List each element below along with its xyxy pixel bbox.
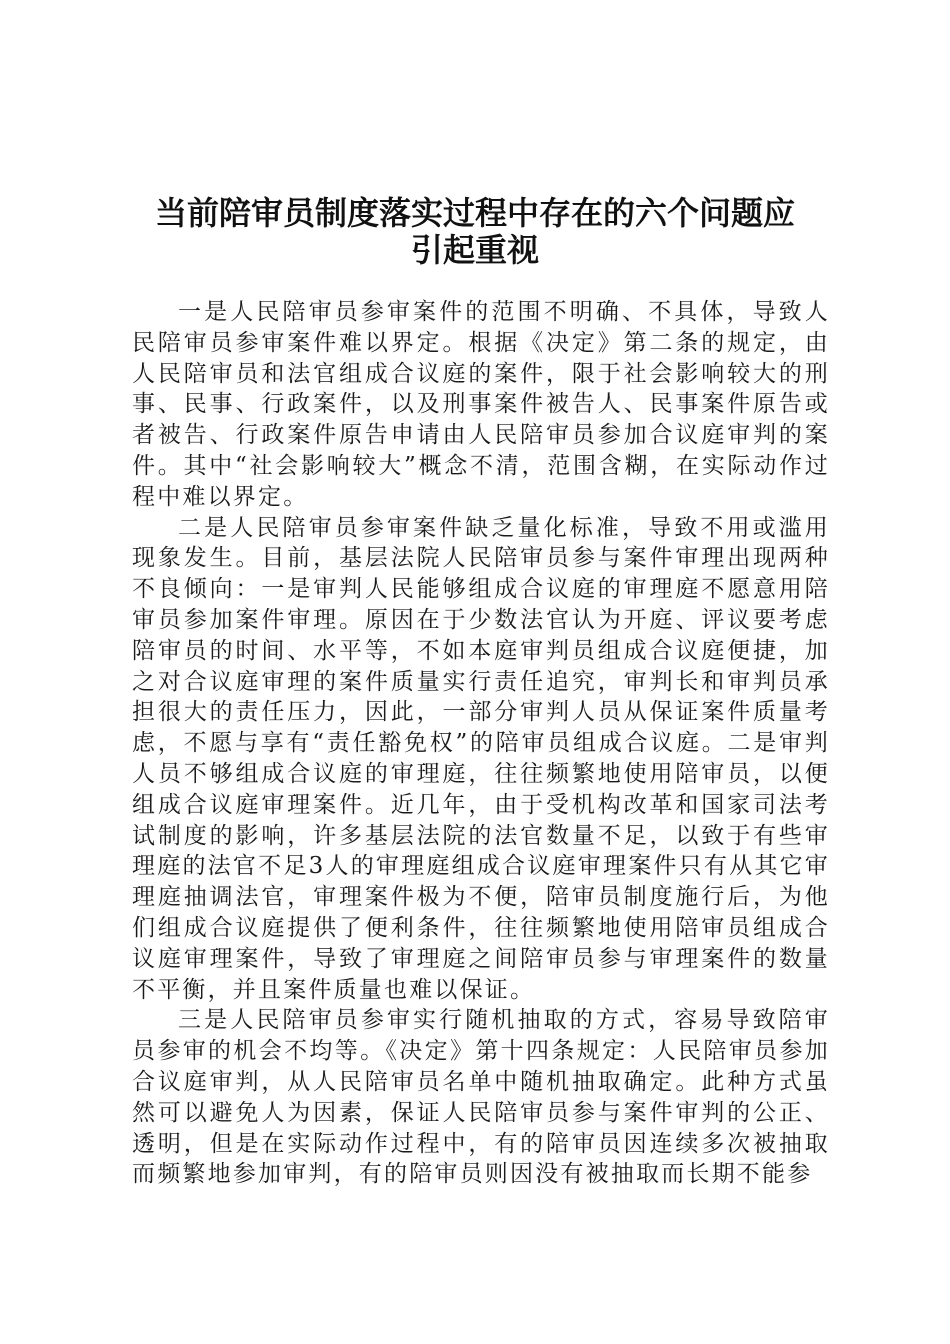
document-title-line-2: 引起重视: [410, 231, 539, 269]
paragraph-2: 二是人民陪审员参审案件缺乏量化标准，导致不用或滥用现象发生。目前，基层法院人民陪审员参与案件审理出现两种不良倾向：一是审判人民能够组成合议庭的审理庭不愿意用陪审员参加案件审理。原因在于少数法官认为开庭、评议要考虑陪审员的时间、水平等，不如本庭审判员组成合议庭便捷，加之对合议庭审理的案件质量实行责任追究，审判长和审判员承担很大的责任压力，因此，一部分审判人员从保证案件质量考虑，不愿与享有“责任豁免权”的陪审员组成合议庭。二是审判人员不够组成合议庭的审理庭，往往频繁地使用陪审员，以便组成合议庭审理案件。近几年，由于受机构改革和国家司法考试制度的影响，许多基层法院的法官数量不足，以致于有些审理庭的法官不足3人的审理庭组成合议庭审理案件只有从其它审理庭抽调法官，审理案件极为不便，陪审员制度施行后，为他们组成合议庭提供了便利条件，往往频繁地使用陪审员组成合议庭审理案件，导致了审理庭之间陪审员参与审理案件的数量不平衡，并且案件质量也难以保证。: [132, 514, 830, 1003]
document-title-line-1: 当前陪审员制度落实过程中存在的六个问题应: [154, 194, 795, 232]
paragraph-1: 一是人民陪审员参审案件的范围不明确、不具体，导致人民陪审员参审案件难以界定。根据《决定》第二条的规定，由人民陪审员和法官组成合议庭的案件，限于社会影响较大的刑事、民事、行政案件，以及刑事案件被告人、民事案件原告或者被告、行政案件原告申请由人民陪审员参加合议庭审判的案件。其中“社会影响较大”概念不清，范围含糊，在实际动作过程中难以界定。: [132, 299, 830, 510]
paragraph-3: 三是人民陪审员参审实行随机抽取的方式，容易导致陪审员参审的机会不均等。《决定》第十四条规定：人民陪审员参加合议庭审判，从人民陪审员名单中随机抽取确定。此种方式虽然可以避免人为因素，保证人民陪审员参与案件审判的公正、透明，但是在实际动作过程中，有的陪审员因连续多次被抽取而频繁地参加审判，有的陪审员则因没有被抽取而长期不能参: [132, 1007, 830, 1188]
document-body: [132, 297, 830, 1190]
